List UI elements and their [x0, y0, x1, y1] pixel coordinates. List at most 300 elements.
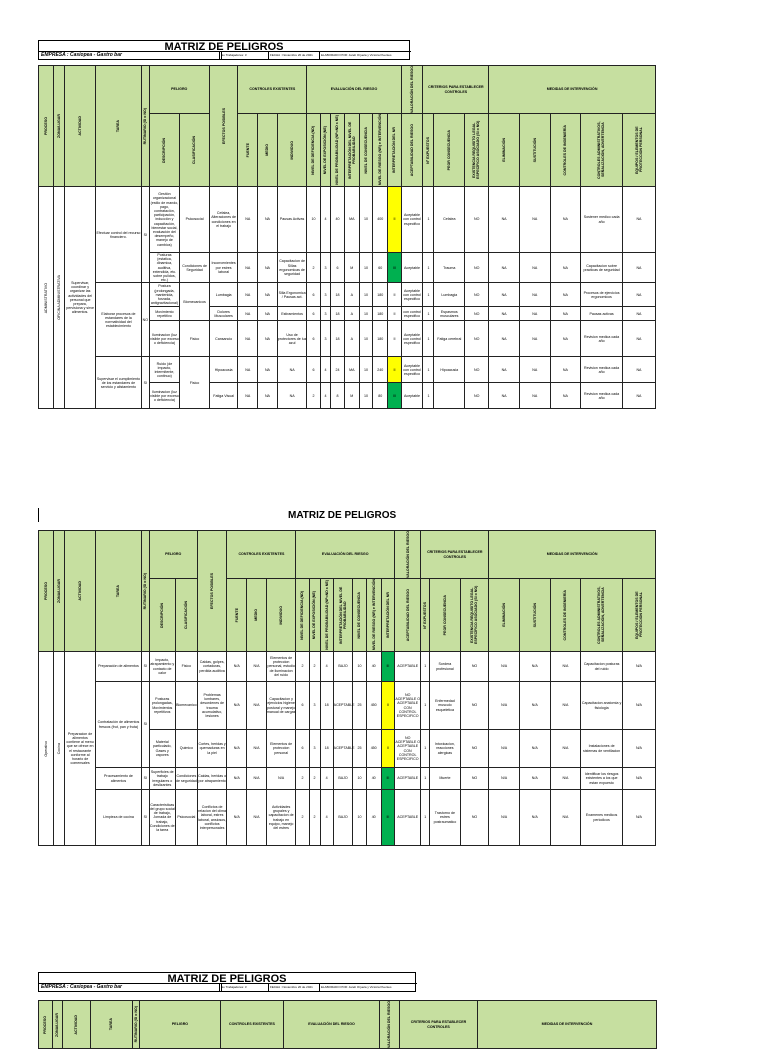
s1-cell-inr: II — [388, 187, 401, 253]
s1-cell-epp: NA — [622, 187, 655, 253]
s1-cell-i: NA — [277, 383, 307, 409]
h3-zona: ZONA/LUGAR — [55, 1012, 60, 1037]
s2-cell-np: 18 — [320, 730, 333, 768]
s2-cell-peor: Sordera profesional — [430, 652, 461, 682]
s2-cell-exp: 1 — [421, 730, 430, 768]
sheet1-meta-workers: No Trabajadores: 3 — [219, 51, 269, 59]
s1-rut: NO — [141, 283, 149, 357]
sheet2-title: MATRIZ DE PELIGROS — [288, 510, 397, 521]
s1-cell-acep: Aceptable con control especifico — [401, 321, 423, 357]
s1-cell-f: NA — [238, 283, 258, 307]
h1-nc: NIVEL DE CONSECUENCIA — [363, 126, 368, 174]
s1-cell-nc: 10 — [359, 321, 372, 357]
s1-cell-clas: Condiciones de Seguridad — [180, 253, 210, 283]
s2-rut: SI — [141, 768, 149, 790]
s2-cell-adm: Capacitacion posturas del ruido — [581, 652, 623, 682]
sheet3-meta-workers: No Trabajadores: 3 — [219, 983, 269, 991]
h1-expuestos: Nº EXPUESTOS — [426, 136, 431, 164]
s2-cell-req: NO — [460, 790, 489, 846]
s2-cell-clas: Fisico — [175, 652, 197, 682]
s1-cell-efec: Hipoacusia — [209, 357, 237, 383]
s1-cell-nd: 2 — [307, 383, 320, 409]
s1-cell-nd: 10 — [307, 187, 320, 253]
h3-actividad: ACTIVIDAD — [74, 1014, 79, 1035]
s1-cell-inr: II — [388, 283, 401, 307]
h2-expuestos: Nº EXPUESTOS — [423, 601, 428, 629]
s2-cell-su: N/A — [519, 790, 550, 846]
s2-cell-el: N/A — [489, 682, 520, 730]
s1-cell-efec: Cefalea, Alteraciones de condiciones en el trabajo — [209, 187, 237, 253]
h1-efectos: EFECTOS POSIBLES — [221, 107, 226, 145]
s1-cell-req: NO — [465, 383, 489, 409]
s1-cell-req: NO — [465, 357, 489, 383]
s1-cell-adm: Sostener medico cada año — [581, 187, 623, 253]
s2-cell-el: N/A — [489, 652, 520, 682]
h2-proceso: PROCESO — [44, 582, 49, 600]
s2-cell-ne: 2 — [309, 652, 320, 682]
s2-cell-clas: Psicosocial — [175, 790, 197, 846]
h2-actividad: ACTIVIDAD — [78, 581, 83, 601]
h1-aceptabilidad: ACEPTABILIDAD DEL RIESGO — [409, 123, 414, 177]
h1-eliminacion: ELIMINACIÓN — [501, 138, 506, 162]
s2-proceso: Operativo — [44, 740, 49, 757]
s1-cell-su: NA — [519, 383, 550, 409]
s1-cell-su: NA — [519, 321, 550, 357]
s1-cell-ne: 3 — [320, 307, 331, 321]
s2-cell-su: N/A — [519, 730, 550, 768]
s1-cell-adm: Pausas activas — [581, 307, 623, 321]
h2-nr: NIVEL DE RIESGO (NR) e INTERVENCIÓN — [371, 579, 376, 651]
h2-np: NIVEL DE PROBABILIDAD (NP=ND x NE) — [324, 580, 329, 650]
sheet3-meta-author: ELABORADO POR: Jarelt Orjuela y Victoria Puentes — [319, 983, 417, 991]
s1-cell-el: NA — [489, 321, 520, 357]
h2-administrativos: CONTROLES ADMINISTRATIVOS, SEÑALIZACIÓN, ADVERTENCIA — [597, 586, 606, 644]
s1-cell-np: 6 — [331, 253, 344, 283]
s1-cell-nc: 10 — [359, 307, 372, 321]
h1-evaluacion: EVALUACIÓN DEL RIESGO — [307, 66, 401, 114]
s1-table-row — [39, 283, 656, 307]
s2-cell-req: NO — [460, 768, 489, 790]
s1-cell-inp: A — [344, 283, 359, 307]
h2-medidas: MEDIDAS DE INTERVENCIÓN — [489, 531, 656, 579]
s2-cell-peor: Muerte — [430, 768, 461, 790]
s1-cell-adm: Revision medica cada año — [581, 357, 623, 383]
s2-table-row — [39, 652, 656, 682]
s1-cell-ing: NA — [550, 307, 581, 321]
s2-cell-adm: Capacitacion anatomia y fisiologia — [581, 682, 623, 730]
s1-cell-efec: Inconvenientes por estres laboral — [209, 253, 237, 283]
s1-cell-desc: Gestión organizacional (estilo de mando, pago, contratación, participación, inducción y capacitación, bienestar social, evaluación del desempeño, manejo de cambios) — [149, 187, 180, 253]
s1-cell-epp: NA — [622, 283, 655, 307]
h2-evaluacion: EVALUACIÓN DEL RIESGO — [296, 531, 395, 579]
h2-interp-np: INTERPRETACIÓN DEL NIVEL DE PROBABILIDAD — [338, 586, 348, 644]
s1-cell-f: NA — [238, 383, 258, 409]
s1-cell-inr: II — [388, 307, 401, 321]
s2-cell-ing: N/A — [550, 790, 581, 846]
h1-clasificacion: CLASIFICACIÓN — [192, 135, 197, 165]
s2-cell-acep: NO ACEPTABLE O ACEPTABLE CON CONTROL ESPECIFICO — [395, 682, 421, 730]
s2-cell-exp: 1 — [421, 652, 430, 682]
h2-criterios: CRITERIOS PARA ESTABLECER CONTROLES — [421, 531, 489, 579]
s1-cell-nr: 240 — [373, 357, 388, 383]
s2-cell-m: N/A — [247, 790, 267, 846]
sheet3-header-table — [38, 1000, 657, 1049]
s1-cell-clas: Biomecanicos — [180, 283, 210, 321]
s1-cell-nr: 60 — [373, 253, 388, 283]
s1-cell-epp: NA — [622, 383, 655, 409]
h1-epp: EQUIPOS / ELEMENTOS DE PROTECCIÓN PERSONAL — [634, 126, 643, 174]
s1-cell-i: NA — [277, 357, 307, 383]
s1-cell-nc: 10 — [359, 253, 372, 283]
s1-cell-np: 18 — [331, 321, 344, 357]
s2-cell-efec: Conflictos de relacion del clima laboral, estres laboral, ansiosos, conflictos interpersonales — [197, 790, 227, 846]
s1-cell-desc: Postura (prolongada, mantenida, forzada, antigravitacional) — [150, 284, 179, 306]
s1-cell-acep: con control especifico — [401, 307, 423, 321]
h3-criterios: CRITERIOS PARA ESTABLECER CONTROLES — [400, 1001, 478, 1049]
s2-cell-efec: Caidas, heridas o por atrapamiento — [197, 768, 227, 790]
s1-cell-peor: Lumbagia — [434, 283, 465, 307]
s2-cell-inr: III — [381, 652, 394, 682]
s1-cell-el: NA — [489, 357, 520, 383]
s1-cell-nr: 400 — [373, 187, 388, 253]
h2-clasificacion: CLASIFICACIÓN — [184, 600, 189, 630]
sheet3-header-strip — [38, 1000, 768, 1048]
s2-cell-desc: Caracteristicas del grupo social de trabajo, Jornada de trabajo, Condiciones de la tarea — [149, 790, 175, 846]
s1-cell-ing: NA — [550, 187, 581, 253]
s2-cell-inp: ACEPTABLE — [333, 730, 353, 768]
s2-cell-acep: ACEPTABLE — [395, 790, 421, 846]
h1-medio: MEDIO — [265, 144, 270, 156]
s1-cell-su: NA — [519, 187, 550, 253]
s1-cell-ne: 4 — [320, 357, 331, 383]
sheet2-left-marker — [38, 508, 39, 522]
s1-cell-inr: III — [388, 383, 401, 409]
s1-cell-acep: Aceptable con control especifico — [401, 283, 423, 307]
h1-interp-nr: INTERPRETACIÓN DEL NR — [392, 127, 397, 173]
s1-cell-ne: 3 — [320, 321, 331, 357]
s1-tarea: Supervisar el cumplimiento de los estandares de servicio y alistamiento — [95, 357, 141, 409]
s2-cell-m: N/A — [247, 652, 267, 682]
s2-cell-m: N/A — [247, 682, 267, 730]
s2-cell-desc: Material particulado, Gases y vapores — [149, 730, 175, 768]
h2-ne: NIVEL DE EXPOSICIÓN (NE) — [312, 590, 317, 640]
sheet1-meta-date: FECHA : Noviembre 20 de 2021 — [268, 51, 320, 59]
s1-cell-inp: MA — [344, 187, 359, 253]
h1-individuo: INDIVIDUO — [289, 140, 294, 160]
h2-tarea: TAREA — [116, 584, 121, 598]
sheet3-title-box — [38, 972, 416, 992]
s1-cell-peor: Trauma — [434, 253, 465, 283]
s1-cell-nd: 6 — [307, 283, 320, 307]
s2-cell-nc: 10 — [353, 790, 366, 846]
s2-table-row — [39, 682, 656, 730]
s2-cell-inp: BAJO — [333, 768, 353, 790]
s1-cell-inr: II — [388, 321, 401, 357]
s2-cell-i: N/A — [266, 768, 296, 790]
h2-zona: ZONA/LUGAR — [57, 579, 62, 603]
s2-cell-epp: N/A — [622, 768, 655, 790]
s1-cell-m: NA — [258, 187, 278, 253]
h1-interp-np: INTERPRETACIÓN DEL NIVEL DE PROBABILIDAD — [347, 121, 356, 179]
s1-cell-peor: Hipoacusia — [434, 357, 465, 383]
s1-cell-nd: 6 — [307, 357, 320, 383]
s2-tarea: Procesamiento de alimentos — [95, 768, 141, 790]
s1-cell-f: NA — [238, 307, 258, 321]
s1-cell-np: 18 — [331, 307, 344, 321]
s1-cell-exp: 1 — [423, 357, 434, 383]
s2-cell-ing: N/A — [550, 652, 581, 682]
s2-cell-efec: Problemas lumbares, desordenes de trauma acumulativo, lesiones — [197, 682, 227, 730]
s2-cell-inp: BAJO — [333, 790, 353, 846]
s2-cell-nr: 450 — [366, 682, 381, 730]
s1-cell-ne: 4 — [320, 187, 331, 253]
h1-ingenieria: CONTROLES DE INGENIERÍA — [563, 124, 568, 176]
s1-cell-el: NA — [489, 283, 520, 307]
s2-zona: Cocina — [57, 742, 62, 755]
s2-cell-req: NO — [460, 682, 489, 730]
s1-cell-peor — [434, 383, 465, 409]
s2-cell-peor: Enfermedad musculo esqueletica — [430, 682, 461, 730]
s1-cell-nc: 10 — [359, 357, 372, 383]
s2-cell-exp: 1 — [421, 768, 430, 790]
s2-cell-i: Elementos de proteccion personal — [266, 730, 296, 768]
s1-cell-np: 40 — [331, 187, 344, 253]
s2-cell-f: N/A — [227, 768, 247, 790]
s2-cell-clas: Condiciones de seguridad — [175, 768, 197, 790]
s2-cell-desc: Superficies de trabajo irregulares o deslizantes — [149, 768, 175, 790]
h1-sustitucion: SUSTITUCIÓN — [532, 137, 537, 163]
h2-epp: EQUIPOS / ELEMENTOS DE PROTECCIÓN PERSONAL — [634, 591, 643, 639]
s1-cell-m: NA — [258, 253, 278, 283]
s2-cell-exp: 1 — [421, 682, 430, 730]
s1-cell-req: NO — [465, 187, 489, 253]
s1-cell-inr: II — [388, 357, 401, 383]
s1-cell-m: NA — [258, 383, 278, 409]
s1-cell-adm: Revision medica cada año — [581, 383, 623, 409]
h3-controles: CONTROLES EXISTENTES — [221, 1001, 284, 1049]
s1-cell-exp: 1 — [423, 253, 434, 283]
s2-cell-peor: Trastorno de estres postraumatico — [430, 790, 461, 846]
h3-tarea: TAREA — [109, 1018, 114, 1031]
h2-sustitucion: SUSTITUCIÓN — [532, 602, 537, 628]
s1-cell-inp: A — [344, 321, 359, 357]
s2-cell-req: NO — [460, 730, 489, 768]
s1-cell-i: Estiramientos — [277, 307, 307, 321]
h2-valoracion: VALORACIÓN DEL RIESGO — [405, 531, 410, 578]
s1-cell-adm: Capacitacion sobre practicas de seguridad — [581, 253, 623, 283]
s2-cell-nd: 2 — [296, 652, 309, 682]
s2-cell-ing: N/A — [550, 768, 581, 790]
s1-cell-m: NA — [258, 307, 278, 321]
h2-nc: NIVEL DE CONSECUENCIA — [357, 591, 362, 639]
s1-cell-f: NA — [238, 187, 258, 253]
s1-cell-f: NA — [238, 321, 258, 357]
s1-cell-ing: NA — [550, 321, 581, 357]
s1-cell-nd: 6 — [307, 307, 320, 321]
s1-rut: SI — [141, 357, 149, 409]
s1-cell-f: NA — [238, 253, 258, 283]
s1-cell-adm: Procesos de ejercicios ergonomicos — [581, 283, 623, 307]
s2-cell-nr: 40 — [366, 790, 381, 846]
s1-cell-clas: Fisico — [180, 357, 210, 409]
h1-peligro: PELIGRO — [149, 66, 209, 114]
s1-cell-exp: 1 — [423, 283, 434, 307]
s1-cell-peor: Espasmos musculares — [434, 307, 465, 321]
s1-cell-desc: Iluminacion (luz visible por exceso o deficiencia) — [149, 321, 180, 357]
s1-cell-np: 8 — [331, 383, 344, 409]
h1-ne: NIVEL DE EXPOSICIÓN (NE) — [323, 125, 328, 175]
s1-cell-exp: 1 — [423, 321, 434, 357]
s1-cell-el: NA — [489, 253, 520, 283]
s1-cell-nr: 180 — [373, 283, 388, 307]
s1-proceso: ADMINISTRATIVO — [44, 282, 49, 313]
s2-cell-acep: NO ACEPTABLE O ACEPTABLE CON CONTROL ESPECIFICO — [395, 730, 421, 768]
s1-cell-su: NA — [519, 283, 550, 307]
s2-cell-f: N/A — [227, 682, 247, 730]
s2-table-row — [39, 768, 656, 790]
s2-rut: SI — [141, 790, 149, 846]
s1-cell-acep: Aceptable — [401, 383, 423, 409]
s2-cell-el: N/A — [489, 730, 520, 768]
h2-ingenieria: CONTROLES DE INGENIERÍA — [563, 589, 568, 641]
s1-tarea: Elaborar procesos de estandares de la normatividad del establecimiento — [95, 283, 141, 357]
sheet2-risk-table — [38, 530, 656, 846]
h1-zona: ZONA/LUGAR — [57, 114, 62, 138]
h2-interp-nr: INTERPRETACIÓN DEL NR — [385, 592, 390, 638]
s2-cell-nc: 25 — [353, 730, 366, 768]
s1-cell-ne: 4 — [320, 383, 331, 409]
s1-cell-nc: 10 — [359, 187, 372, 253]
s1-cell-clas: Fisico — [180, 321, 210, 357]
s2-cell-nd: 2 — [296, 790, 309, 846]
h3-valoracion: VALORACIÓN DEL RIESGO — [387, 1001, 392, 1048]
s2-cell-np: 4 — [320, 768, 333, 790]
s1-cell-ne: 3 — [320, 283, 331, 307]
s1-cell-desc: Movimiento repetitivo — [149, 307, 180, 321]
h2-controles: CONTROLES EXISTENTES — [227, 531, 296, 579]
s1-actividad: Supervisar, coordinar y organizar las actividades del personal que prepara, pervisiona y sirve alimentos. — [66, 280, 94, 315]
s2-cell-clas: Quimico — [175, 730, 197, 768]
h1-peor: PEOR CONSECUENCIA — [447, 129, 452, 171]
s1-cell-ing: NA — [550, 253, 581, 283]
s1-cell-desc: Posturas (estatica, dinamica, auditiva, extendida, etc. sobre pulidos, etc.) — [149, 253, 180, 283]
s2-cell-m: N/A — [247, 730, 267, 768]
s1-cell-efec: Cansancio — [209, 321, 237, 357]
s1-cell-el: NA — [489, 307, 520, 321]
s2-tarea: Limpieza de cocina — [95, 790, 141, 846]
h1-fuente: FUENTE — [245, 142, 250, 158]
s1-cell-su: NA — [519, 307, 550, 321]
h1-proceso: PROCESO — [44, 117, 49, 135]
s1-tarea: Efectuar control del recurso financiero. — [95, 187, 141, 283]
s2-rut: SI — [141, 652, 149, 682]
s1-cell-m: NA — [258, 321, 278, 357]
s1-cell-req: NO — [465, 253, 489, 283]
h1-criterios: CRITERIOS PARA ESTABLECER CONTROLES — [423, 66, 489, 114]
s2-cell-desc: Impacto, atrapamiento y contacto de calor — [149, 652, 175, 682]
s1-cell-desc: Iluminacion (luz visible por exceso o deficiencia) — [149, 383, 180, 409]
s2-cell-nc: 10 — [353, 768, 366, 790]
s2-cell-ne: 2 — [309, 768, 320, 790]
s2-cell-f: N/A — [227, 730, 247, 768]
s1-cell-ing: NA — [550, 357, 581, 383]
sheet1-risk-table — [38, 65, 656, 409]
h1-medidas: MEDIDAS DE INTERVENCIÓN — [489, 66, 656, 114]
s1-cell-inp: MA — [344, 357, 359, 383]
s1-cell-desc: Ruido (de impacto, intermitente, continuo) — [149, 357, 180, 383]
s1-cell-m: NA — [258, 357, 278, 383]
s2-cell-f: N/A — [227, 652, 247, 682]
s1-cell-nd: 6 — [307, 321, 320, 357]
s1-cell-nc: 10 — [359, 283, 372, 307]
s1-cell-su: NA — [519, 357, 550, 383]
h1-valoracion: VALORACIÓN DEL RIESGO — [409, 66, 414, 113]
s1-cell-efec: Dolores Musculares — [209, 307, 237, 321]
s1-cell-epp: NA — [622, 321, 655, 357]
s2-cell-nd: 2 — [296, 768, 309, 790]
s1-cell-clas: Psicosocial — [180, 187, 210, 253]
s1-cell-np: 24 — [331, 357, 344, 383]
s1-cell-epp: NA — [622, 357, 655, 383]
s2-cell-nc: 25 — [353, 682, 366, 730]
s2-cell-i: Actividades grupales y capacitacion de trabajo en equipo, manejo del estres — [266, 790, 296, 846]
h3-evaluacion: EVALUACIÓN DEL RIESGO — [284, 1001, 380, 1049]
h3-rutinario: RUTINARIO (SI o NO) — [133, 1006, 138, 1043]
s2-cell-el: N/A — [489, 790, 520, 846]
s2-cell-nd: 6 — [296, 682, 309, 730]
s2-cell-np: 18 — [320, 682, 333, 730]
sheet3-meta-date: FECHA : Noviembre 20 de 2021 — [268, 983, 320, 991]
s1-cell-efec: Lumbagia — [209, 283, 237, 307]
s2-cell-peor: Intoxicacion, reacciones alergicas — [430, 730, 461, 768]
s2-cell-i: Elementos de proteccion personal, estudio de iluminacion del ruido — [266, 652, 296, 682]
s2-cell-inp: BAJO — [333, 652, 353, 682]
s1-table-row — [39, 187, 656, 253]
s2-table-row — [39, 790, 656, 846]
s2-cell-el: N/A — [489, 768, 520, 790]
s1-cell-nr: 80 — [373, 383, 388, 409]
h2-individuo: INDIVIDUO — [279, 605, 284, 625]
s1-cell-exp: 1 — [423, 307, 434, 321]
s1-cell-su: NA — [519, 253, 550, 283]
h2-fuente: FUENTE — [234, 607, 239, 623]
h1-tarea: TAREA — [116, 119, 121, 133]
s2-cell-inr: III — [381, 768, 394, 790]
h2-rutinario: RUTINARIO (SI o NO) — [143, 572, 148, 610]
s2-cell-nr: 40 — [366, 768, 381, 790]
s1-cell-i: Capacitacion de Sillas ergonomicas de seguridad — [277, 253, 307, 283]
s2-cell-nr: 450 — [366, 730, 381, 768]
s1-cell-exp: 1 — [423, 383, 434, 409]
s2-cell-inr: II — [381, 682, 394, 730]
s2-cell-acep: ACEPTABLE — [395, 652, 421, 682]
s2-cell-su: N/A — [519, 768, 550, 790]
s2-cell-nc: 10 — [353, 652, 366, 682]
h2-peligro: PELIGRO — [149, 531, 197, 579]
h2-efectos: EFECTOS POSIBLES — [210, 572, 215, 610]
s2-cell-inr: II — [381, 730, 394, 768]
s2-actividad: Preparacion de alimentos contiene al menu que se ofrece en el restaurante conforme al horario de comensales — [66, 731, 94, 766]
s1-cell-i: Silla Ergonomica / Pausas act. — [277, 283, 307, 307]
s1-cell-req: NO — [465, 283, 489, 307]
s1-cell-epp: NA — [622, 253, 655, 283]
h1-nr: NIVEL DE RIESGO (NR) e INTERVENCIÓN — [378, 114, 383, 186]
s2-cell-epp: N/A — [622, 682, 655, 730]
s2-cell-ne: 2 — [309, 790, 320, 846]
s1-cell-nd: 2 — [307, 253, 320, 283]
s2-cell-nr: 40 — [366, 652, 381, 682]
h2-aceptabilidad: ACEPTABILIDAD DEL RIESGO — [405, 588, 410, 642]
